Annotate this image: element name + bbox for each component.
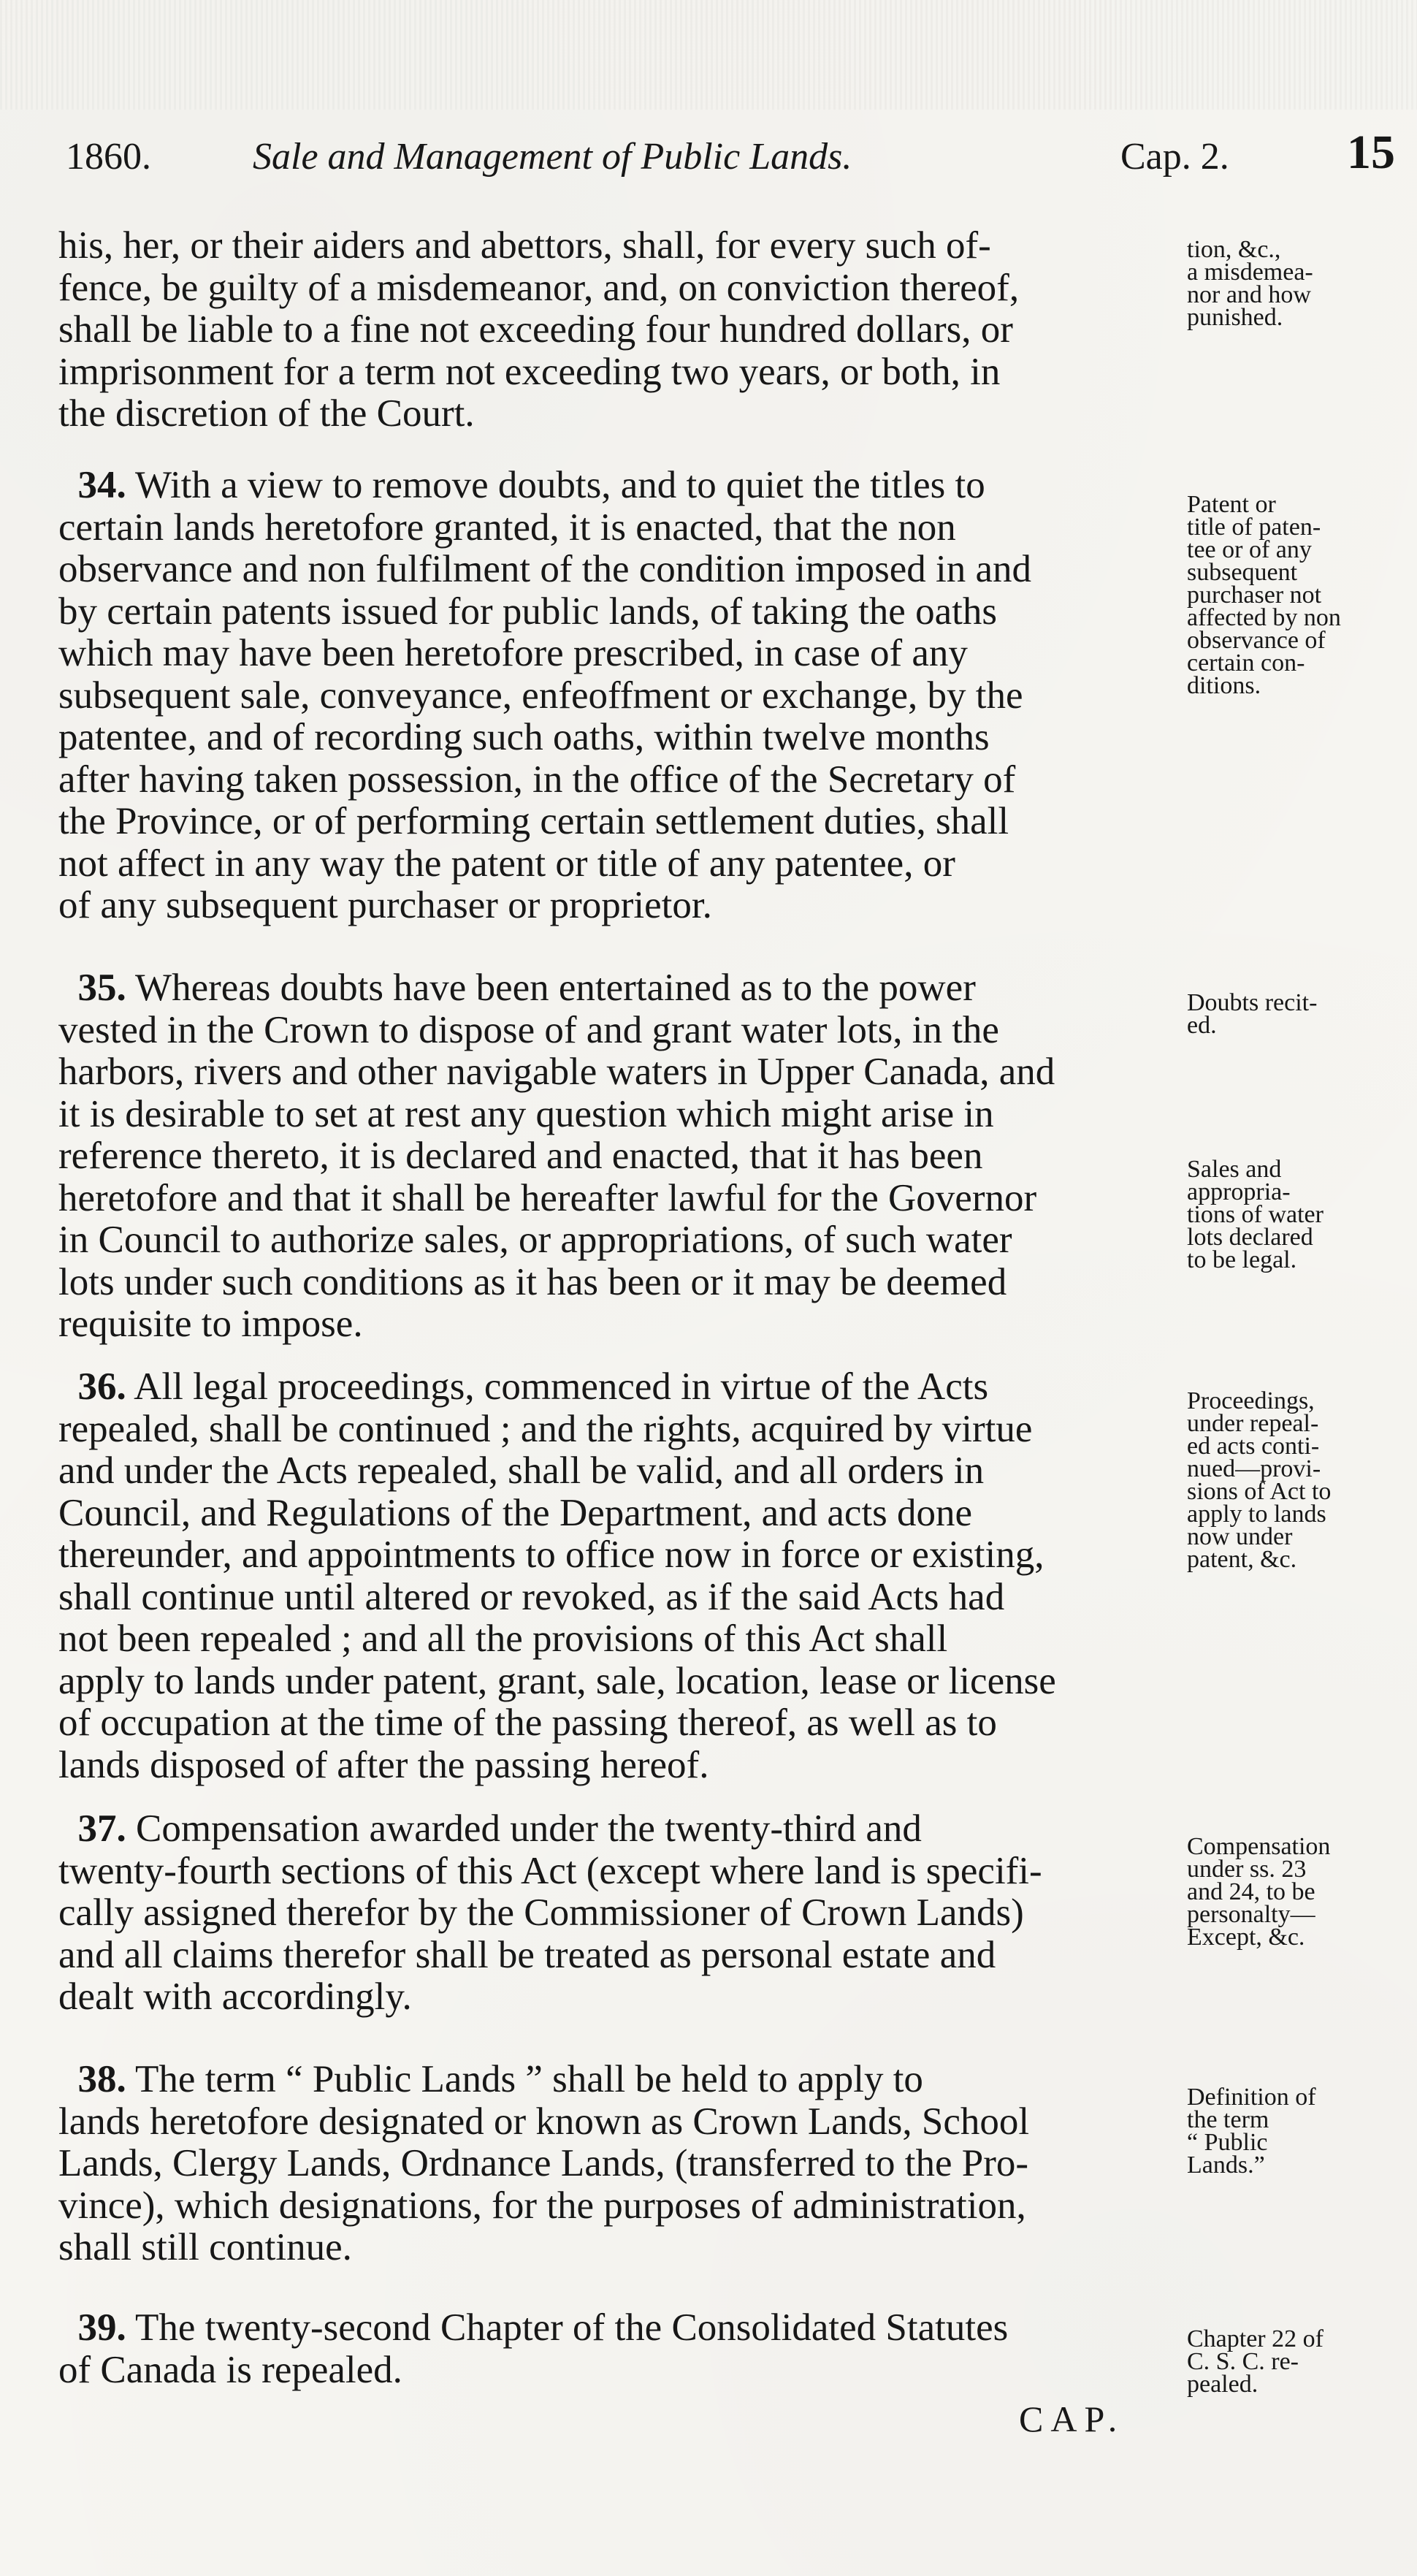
section-36 <box>58 1366 1176 1786</box>
section-number: 34. <box>77 464 126 506</box>
header-year: 1860. <box>66 136 151 178</box>
body-line: heretofore and that it shall be hereafter lawful for the Governor <box>58 1176 1037 1219</box>
margin-line: Definition of <box>1187 2084 1316 2111</box>
body-line <box>58 2059 1176 2101</box>
margin-note-35-doubts <box>1187 991 1399 1037</box>
body-line: apply to lands under patent, grant, sale, location, lease or license <box>58 1659 1056 1702</box>
margin-line: observance of <box>1187 627 1326 654</box>
body-line: vested in the Crown to dispose of and grant water lots, in the <box>58 1008 999 1051</box>
page-number: 15 <box>1347 126 1395 179</box>
margin-note-36 <box>1187 1387 1399 1573</box>
body-line: which may have been heretofore prescribed, in case of any <box>58 632 968 674</box>
margin-line: ed. <box>1187 1012 1217 1039</box>
margin-line: lots declared <box>1187 1224 1313 1251</box>
margin-line: to be legal. <box>1187 1246 1297 1273</box>
margin-line: and 24, to be <box>1187 1878 1315 1905</box>
body-line: and all claims therefor shall be treated as personal estate and <box>58 1933 996 1976</box>
margin-line: a misdemea- <box>1187 259 1313 286</box>
body-line <box>58 1808 1176 1851</box>
margin-line: subsequent <box>1187 559 1298 586</box>
chapter-label: Cap. 2. <box>1120 136 1229 178</box>
body-line <box>58 1366 1176 1409</box>
section-number: 36. <box>77 1365 126 1408</box>
section-35 <box>58 967 1176 1346</box>
margin-line: punished. <box>1187 304 1283 331</box>
body-line: after having taken possession, in the office of the Secretary of <box>58 758 1016 801</box>
body-text: The twenty-second Chapter of the Consolidated Statutes <box>135 2306 1009 2349</box>
body-line: vince), which designations, for the purposes of administration, <box>58 2184 1026 2227</box>
body-line: lands heretofore designated or known as Crown Lands, School <box>58 2100 1030 2143</box>
body-line: of occupation at the time of the passing thereof, as well as to <box>58 1702 997 1744</box>
body-line: harbors, rivers and other navigable waters in Upper Canada, and <box>58 1051 1055 1093</box>
body-line: his, her, or their aiders and abettors, shall, for every such of- <box>58 224 991 267</box>
margin-line: Sales and <box>1187 1156 1282 1183</box>
body-line: of any subsequent purchaser or proprietor. <box>58 884 712 926</box>
body-text: Whereas doubts have been entertained as to the power <box>135 967 976 1009</box>
body-text: Compensation awarded under the twenty-third and <box>136 1807 922 1850</box>
body-line: of Canada is repealed. <box>58 2348 402 2391</box>
section-39 <box>58 2307 1176 2391</box>
margin-line: pealed. <box>1187 2371 1259 2398</box>
body-line: twenty-fourth sections of this Act (except where land is specifi- <box>58 1849 1042 1892</box>
margin-note-35-sales <box>1187 1158 1399 1271</box>
margin-line: nued—provi- <box>1187 1455 1321 1482</box>
body-text: All legal proceedings, commenced in virtue of the Acts <box>134 1365 989 1408</box>
body-line: not affect in any way the patent or title of any patentee, or <box>58 842 955 885</box>
margin-note-37 <box>1187 1833 1399 1951</box>
body-line: cally assigned therefor by the Commissioner of Crown Lands) <box>58 1891 1024 1934</box>
section-number: 37. <box>77 1807 126 1850</box>
margin-line: sions of Act to <box>1187 1478 1332 1505</box>
body-line: imprisonment for a term not exceeding two years, or both, in <box>58 350 1001 393</box>
margin-line: appropria- <box>1187 1178 1291 1205</box>
body-line: and under the Acts repealed, shall be valid, and all orders in <box>58 1449 985 1492</box>
section-38 <box>58 2059 1176 2269</box>
body-line <box>58 967 1176 1010</box>
margin-note-misdemeanor <box>1187 238 1399 329</box>
body-line: in Council to authorize sales, or appropriations, of such water <box>58 1219 1012 1261</box>
body-line: lots under such conditions as it has been or it may be deemed <box>58 1260 1007 1303</box>
body-line: lands disposed of after the passing hereof. <box>58 1743 709 1786</box>
margin-line: apply to lands <box>1187 1501 1326 1528</box>
margin-line: nor and how <box>1187 281 1311 308</box>
body-line: certain lands heretofore granted, it is enacted, that the non <box>58 506 956 549</box>
page-header <box>66 128 1395 186</box>
margin-line: tion, &c., <box>1187 236 1281 263</box>
body-line: the Province, or of performing certain settlement duties, shall <box>58 800 1009 842</box>
margin-line: now under <box>1187 1523 1293 1550</box>
margin-line: title of paten- <box>1187 514 1321 541</box>
margin-note-39 <box>1187 2325 1399 2398</box>
body-line: it is desirable to set at rest any question which might arise in <box>58 1092 994 1135</box>
margin-line: tee or of any <box>1187 536 1312 563</box>
body-line: the discretion of the Court. <box>58 392 475 435</box>
body-text: The term “ Public Lands ” shall be held to apply to <box>135 2058 923 2100</box>
catchword: CAP. <box>1019 2398 1125 2439</box>
margin-note-38 <box>1187 2084 1399 2179</box>
body-line: thereunder, and appointments to office now in force or existing, <box>58 1533 1044 1576</box>
margin-line: certain con- <box>1187 649 1305 677</box>
scan-edge-band <box>0 0 1417 110</box>
margin-note-34 <box>1187 493 1399 697</box>
body-line: Lands, Clergy Lands, Ordnance Lands, (transferred to the Pro- <box>58 2142 1029 2184</box>
section-continuation <box>58 225 1176 435</box>
body-line: observance and non fulfilment of the condition imposed in and <box>58 548 1032 590</box>
margin-line: Lands.” <box>1187 2152 1265 2179</box>
body-line: patentee, and of recording such oaths, within twelve months <box>58 716 990 758</box>
margin-line: patent, &c. <box>1187 1546 1297 1573</box>
margin-line: Doubts recit- <box>1187 989 1318 1016</box>
margin-line: C. S. C. re- <box>1187 2348 1299 2375</box>
margin-line: under ss. 23 <box>1187 1856 1307 1883</box>
body-line: shall still continue. <box>58 2226 352 2268</box>
body-line <box>58 2307 1176 2350</box>
margin-line: “ Public <box>1187 2129 1268 2156</box>
body-line: repealed, shall be continued ; and the rights, acquired by virtue <box>58 1407 1033 1450</box>
body-line: dealt with accordingly. <box>58 1975 412 2018</box>
margin-line: purchaser not <box>1187 582 1322 609</box>
margin-line: Compensation <box>1187 1833 1331 1860</box>
section-number: 38. <box>77 2058 126 2100</box>
body-line: Council, and Regulations of the Department, and acts done <box>58 1491 973 1534</box>
body-line: not been repealed ; and all the provisions of this Act shall <box>58 1617 948 1660</box>
body-line: by certain patents issued for public lands, of taking the oaths <box>58 590 997 633</box>
margin-line: Proceedings, <box>1187 1387 1315 1414</box>
running-title: Sale and Management of Public Lands. <box>253 136 852 178</box>
margin-line: Except, &c. <box>1187 1924 1305 1951</box>
body-line: shall be liable to a fine not exceeding four hundred dollars, or <box>58 308 1013 351</box>
body-line: requisite to impose. <box>58 1303 363 1345</box>
section-37 <box>58 1808 1176 2019</box>
section-34 <box>58 465 1176 927</box>
section-number: 39. <box>77 2306 126 2349</box>
margin-line: Patent or <box>1187 491 1276 518</box>
body-text: With a view to remove doubts, and to quiet the titles to <box>135 464 985 506</box>
margin-line: the term <box>1187 2106 1269 2133</box>
body-line: shall continue until altered or revoked, as if the said Acts had <box>58 1575 1005 1618</box>
margin-line: tions of water <box>1187 1201 1324 1228</box>
body-line: fence, be guilty of a misdemeanor, and, on conviction thereof, <box>58 266 1020 309</box>
margin-line: ditions. <box>1187 672 1261 699</box>
body-line <box>58 465 1176 507</box>
margin-line: under repeal- <box>1187 1410 1319 1437</box>
margin-line: ed acts conti- <box>1187 1433 1320 1460</box>
body-line: subsequent sale, conveyance, enfeoffment or exchange, by the <box>58 674 1023 717</box>
body-line: reference thereto, it is declared and enacted, that it has been <box>58 1135 983 1177</box>
margin-line: personalty— <box>1187 1901 1315 1928</box>
margin-line: affected by non <box>1187 604 1341 631</box>
section-number: 35. <box>77 967 126 1009</box>
margin-line: Chapter 22 of <box>1187 2325 1324 2352</box>
